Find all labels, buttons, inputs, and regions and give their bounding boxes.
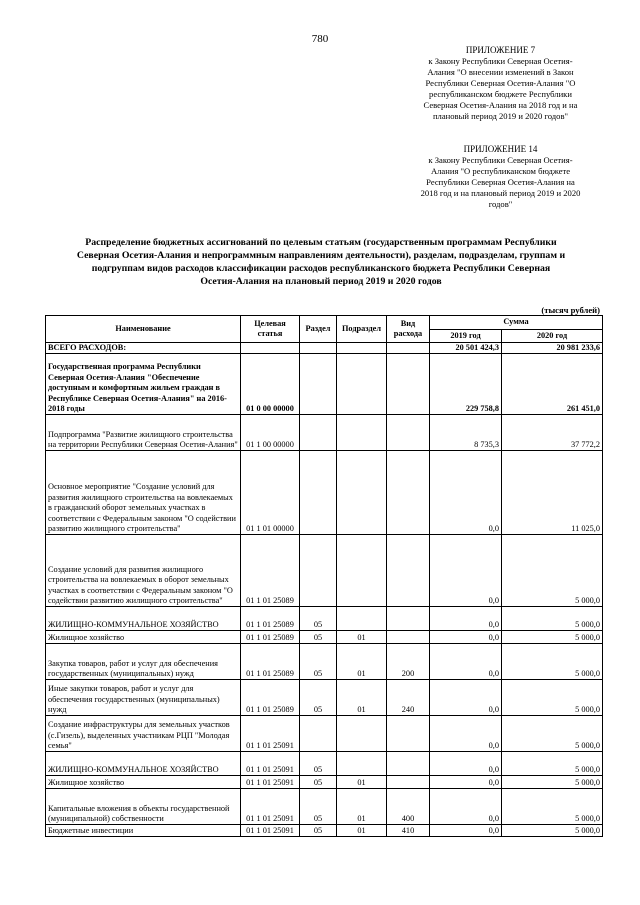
row-2020: 5 000,0 [502, 789, 603, 825]
col-header-name: Наименование [46, 316, 241, 343]
appendix-7-line: к Закону Республики Северная Осетия- [428, 56, 573, 66]
col-header-target [241, 316, 300, 343]
row-name: Жилищное хозяйство [46, 631, 241, 644]
row-kind [387, 752, 430, 776]
appendix-14-line: к Закону Республики Северная Осетия- [428, 155, 573, 165]
table-row [46, 680, 603, 716]
row-code: 01 1 01 25089 [241, 644, 300, 680]
row-name: Жилищное хозяйство [46, 776, 241, 789]
row-2020: 5 000,0 [502, 535, 603, 607]
row-kind [387, 451, 430, 535]
row-name: ЖИЛИЩНО-КОММУНАЛЬНОЕ ХОЗЯЙСТВО [46, 752, 241, 776]
row-2019: 0,0 [430, 535, 502, 607]
page-number: 780 [311, 33, 329, 45]
budget-table [45, 315, 603, 837]
row-name: Подпрограмма "Развитие жилищного строительства на территории Республики Северная Осетия-Алания" [46, 415, 241, 451]
row-2020: 5 000,0 [502, 644, 603, 680]
table-row [46, 789, 603, 825]
appendix-7-line: Республики Северная Осетия-Алания "О [425, 78, 576, 88]
row-2020: 37 772,2 [502, 415, 603, 451]
appendix-14-line: 2018 год и на плановый период 2019 и 2020 [420, 188, 581, 198]
row-kind [387, 535, 430, 607]
total-2019: 20 501 424,3 [430, 343, 502, 354]
row-kind [387, 354, 430, 415]
row-2020: 5 000,0 [502, 607, 603, 631]
row-2019: 0,0 [430, 716, 502, 752]
row-name: Создание инфраструктуры для земельных участков (с.Гизель), выделенных участникам РЦП "Молодая семья" [46, 716, 241, 752]
table-row [46, 644, 603, 680]
row-code: 01 1 00 00000 [241, 415, 300, 451]
table-row [46, 716, 603, 752]
row-subsection [337, 535, 387, 607]
row-subsection [337, 752, 387, 776]
table-row [46, 752, 603, 776]
appendix-14-line: Республики Северная Осетия-Алания на [426, 177, 575, 187]
row-section [300, 716, 337, 752]
row-2019: 0,0 [430, 789, 502, 825]
heading-line: Осетия-Алания на плановый период 2019 и 2020 годов [200, 276, 442, 287]
row-kind [387, 415, 430, 451]
row-section: 05 [300, 825, 337, 837]
row-subsection: 01 [337, 680, 387, 716]
row-name: Иные закупки товаров, работ и услуг для обеспечения государственных (муниципальных) нужд [46, 680, 241, 716]
row-code: 01 1 01 25089 [241, 680, 300, 716]
row-kind [387, 631, 430, 644]
row-section: 05 [300, 644, 337, 680]
row-kind [387, 607, 430, 631]
heading-line: Распределение бюджетных ассигнований по целевым статьям (государственным программам Республики [85, 237, 557, 248]
row-section [300, 354, 337, 415]
appendix-7-line: Алания "О внесении изменений в Закон [427, 67, 574, 77]
col-header-2019: 2019 год [430, 330, 502, 343]
row-2019: 0,0 [430, 451, 502, 535]
col-header-sum: Сумма [430, 316, 603, 330]
appendix-14-block [398, 144, 603, 210]
row-name: Бюджетные инвестиции [46, 825, 241, 837]
row-2020: 5 000,0 [502, 716, 603, 752]
appendix-14-line: годов" [488, 199, 513, 209]
col-header-kind [387, 316, 430, 343]
row-kind [387, 716, 430, 752]
col-header-2020: 2020 год [502, 330, 603, 343]
row-2020: 5 000,0 [502, 776, 603, 789]
row-subsection [337, 451, 387, 535]
row-2020: 5 000,0 [502, 631, 603, 644]
row-subsection [337, 415, 387, 451]
row-code: 01 1 01 25089 [241, 631, 300, 644]
appendix-7-line: республиканском бюджете Республики [429, 89, 572, 99]
row-2020: 261 451,0 [502, 354, 603, 415]
row-section: 05 [300, 631, 337, 644]
table-row [46, 825, 603, 837]
table-row [46, 415, 603, 451]
row-2019: 229 758,8 [430, 354, 502, 415]
row-subsection: 01 [337, 644, 387, 680]
table-row [46, 535, 603, 607]
row-name: Государственная программа Республики Северная Осетия-Алания "Обеспечение доступным и комфортным жильем граждан в Республике Северная Осетия-Алания" на 2016-2018 годы [46, 354, 241, 415]
appendix-14-title: ПРИЛОЖЕНИЕ 14 [463, 144, 538, 154]
appendix-7-title: ПРИЛОЖЕНИЕ 7 [465, 45, 536, 55]
row-2019: 0,0 [430, 680, 502, 716]
row-kind: 200 [387, 644, 430, 680]
total-label: ВСЕГО РАСХОДОВ: [46, 343, 241, 354]
row-2019: 0,0 [430, 776, 502, 789]
row-kind [387, 776, 430, 789]
row-2019: 0,0 [430, 607, 502, 631]
col-header-target-line: статья [257, 329, 283, 338]
table-row [46, 354, 603, 415]
row-kind: 410 [387, 825, 430, 837]
row-section [300, 451, 337, 535]
col-header-target-line: Целевая [254, 318, 286, 328]
row-code: 01 1 01 25091 [241, 752, 300, 776]
col-header-subsection: Подраздел [337, 316, 387, 343]
row-subsection [337, 716, 387, 752]
row-2020: 5 000,0 [502, 680, 603, 716]
table-row [46, 451, 603, 535]
total-row [46, 343, 603, 354]
row-code: 01 1 01 25089 [241, 607, 300, 631]
row-name: Капитальные вложения в объекты государственной (муниципальной) собственности [46, 789, 241, 825]
row-subsection: 01 [337, 825, 387, 837]
document-heading [48, 236, 594, 288]
row-section [300, 535, 337, 607]
row-section: 05 [300, 776, 337, 789]
appendix-7-block [398, 45, 603, 122]
row-section: 05 [300, 680, 337, 716]
row-2019: 0,0 [430, 825, 502, 837]
table-row [46, 631, 603, 644]
appendix-14-line: Алания "О республиканском бюджете [430, 166, 571, 176]
row-code: 01 1 01 25091 [241, 825, 300, 837]
col-header-kind-line: расхода [393, 329, 423, 338]
row-subsection: 01 [337, 631, 387, 644]
total-2020: 20 981 233,6 [502, 343, 603, 354]
row-section: 05 [300, 752, 337, 776]
appendix-7-line: Северная Осетия-Алания на 2018 год и на [423, 100, 578, 110]
row-subsection: 01 [337, 776, 387, 789]
heading-line: подгруппам видов расходов классификации расходов республиканского бюджета Республики Северная [91, 263, 551, 274]
row-2020: 5 000,0 [502, 752, 603, 776]
row-section: 05 [300, 607, 337, 631]
row-code: 01 1 01 25091 [241, 776, 300, 789]
appendix-7-line: плановый период 2019 и 2020 годов" [432, 111, 569, 121]
row-2020: 11 025,0 [502, 451, 603, 535]
row-code: 01 1 01 00000 [241, 451, 300, 535]
row-2019: 0,0 [430, 752, 502, 776]
table-row [46, 607, 603, 631]
row-section: 05 [300, 789, 337, 825]
table-row [46, 776, 603, 789]
row-subsection [337, 354, 387, 415]
row-2019: 8 735,3 [430, 415, 502, 451]
row-name: Создание условий для развития жилищного строительства на вовлекаемых в оборот земельных участках в соответствии с Федеральным законом "О содействии развитию жилищного строительства" [46, 535, 241, 607]
row-section [300, 415, 337, 451]
row-2019: 0,0 [430, 631, 502, 644]
row-code: 01 1 01 25091 [241, 716, 300, 752]
col-header-section: Раздел [300, 316, 337, 343]
row-kind: 240 [387, 680, 430, 716]
col-header-kind-line: Вид [400, 318, 416, 328]
row-name: Закупка товаров, работ и услуг для обеспечения государственных (муниципальных) нужд [46, 644, 241, 680]
row-code: 01 1 01 25091 [241, 789, 300, 825]
row-subsection [337, 607, 387, 631]
row-code: 01 0 00 00000 [241, 354, 300, 415]
row-name: Основное мероприятие "Создание условий для развития жилищного строительства на вовлекаемых в гражданский оборот земельных участках в соответствии с Федеральным законом "О содействии развитию жилищного строительства" [46, 451, 241, 535]
unit-note: (тысяч рублей) [541, 305, 600, 315]
heading-line: Северная Осетия-Алания и непрограммным направлениям деятельности), разделам, подразделам, группам и [76, 250, 566, 261]
row-2019: 0,0 [430, 644, 502, 680]
row-subsection: 01 [337, 789, 387, 825]
row-2020: 5 000,0 [502, 825, 603, 837]
row-name: ЖИЛИЩНО-КОММУНАЛЬНОЕ ХОЗЯЙСТВО [46, 607, 241, 631]
row-kind: 400 [387, 789, 430, 825]
row-code: 01 1 01 25089 [241, 535, 300, 607]
